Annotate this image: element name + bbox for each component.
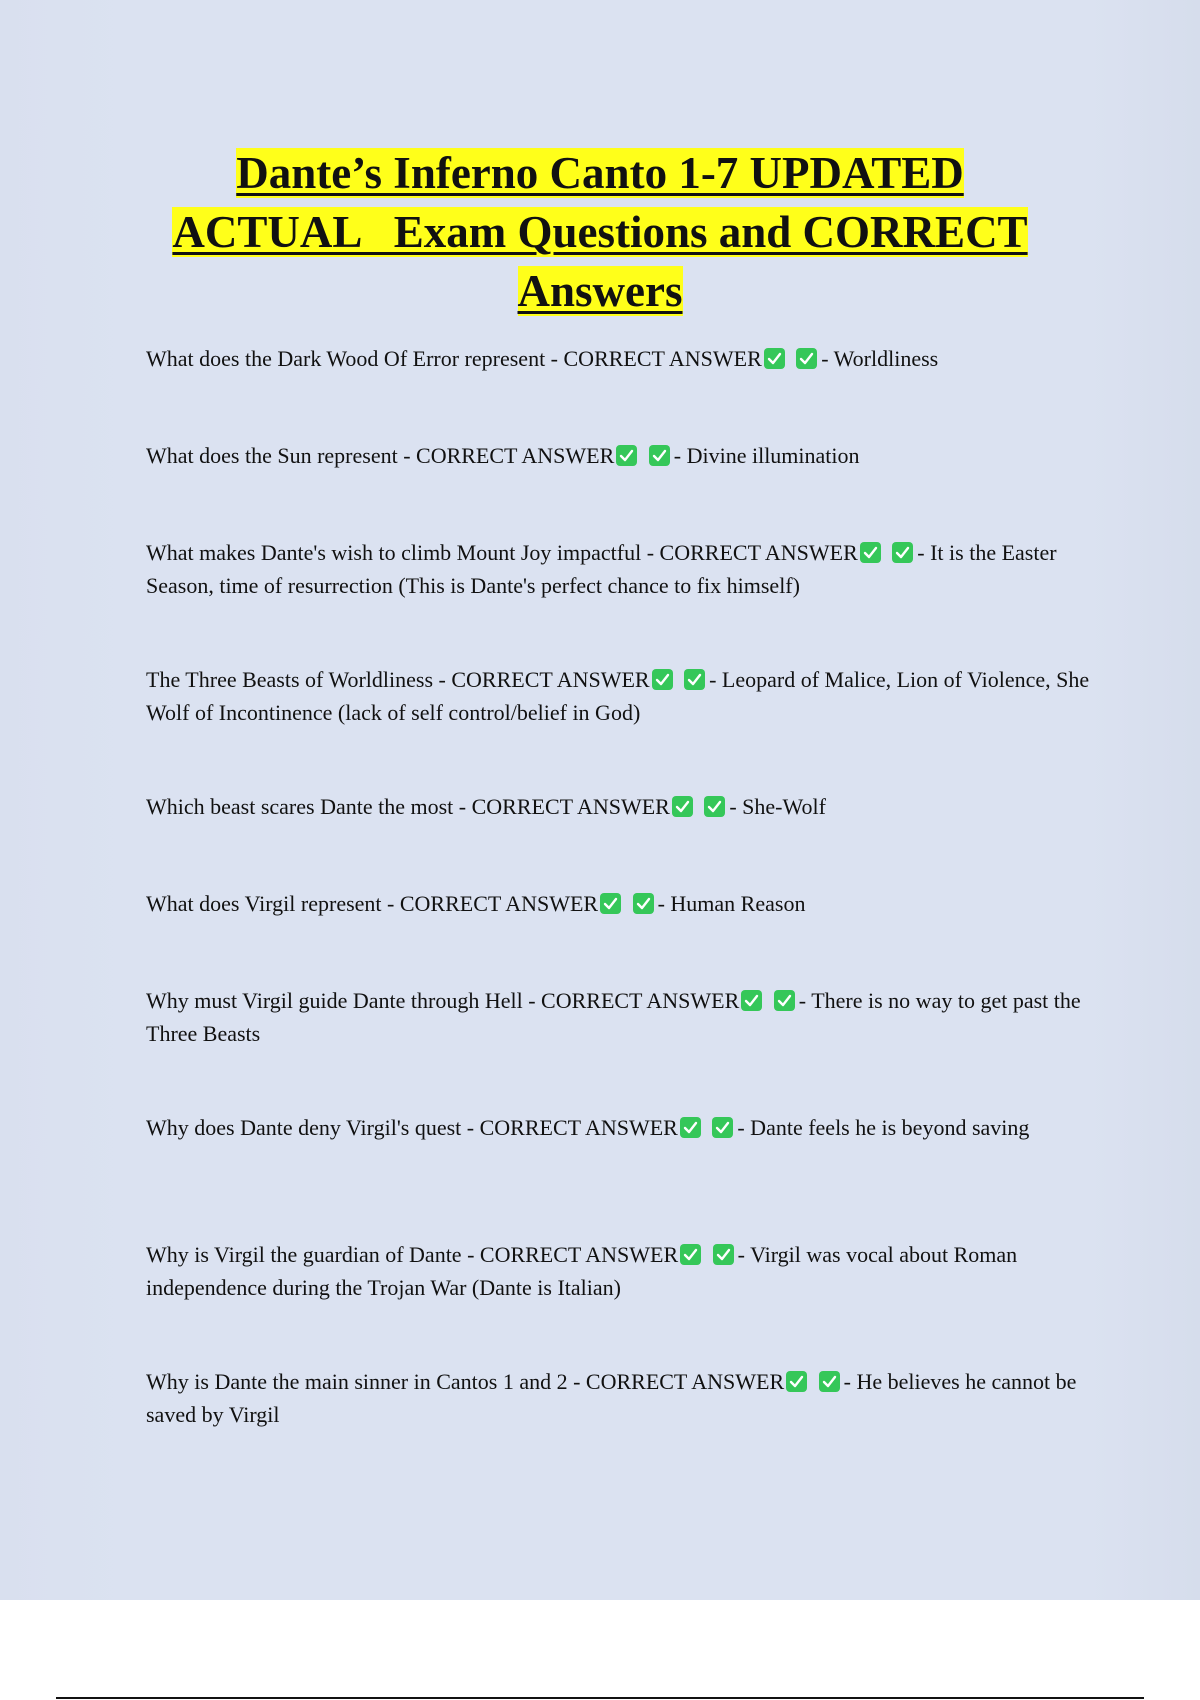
question-text: Why must Virgil guide Dante through Hell - CORRECT ANSWER [146,988,740,1013]
answer-text: - Worldliness [821,346,939,371]
check-mark-icon [680,1117,701,1138]
check-mark-icon [704,796,725,817]
page-shading-right [1090,0,1200,1600]
title-line-2: ACTUAL Exam Questions and CORRECT [172,207,1028,257]
qa-item [146,440,1091,473]
check-mark-icon [633,893,654,914]
question-text: What does the Dark Wood Of Error represent - CORRECT ANSWER [146,346,762,371]
qa-item [146,537,1091,602]
qa-item [146,791,1091,824]
check-mark-icon [774,990,795,1011]
qa-item [146,888,1091,921]
question-text: The Three Beasts of Worldliness - CORRECT ANSWER [146,667,650,692]
check-mark-icon [796,348,817,369]
qa-item [146,1366,1091,1431]
check-mark-icon [819,1371,840,1392]
answer-text: - He believes he cannot be saved by Virgil [146,1369,1077,1427]
answer-text: - Dante feels he is beyond saving [737,1115,1030,1140]
title-line-1: Dante’s Inferno Canto 1-7 UPDATED [236,148,964,198]
answer-text: - Divine illumination [673,443,860,468]
check-mark-icon [684,669,705,690]
question-text: Why is Virgil the guardian of Dante - CORRECT ANSWER [146,1242,679,1267]
check-mark-icon [600,893,621,914]
check-mark-icon [652,669,673,690]
qa-item [146,1112,1091,1145]
qa-item [146,343,1091,376]
qa-item [146,1239,1091,1304]
answer-text: - Leopard of Malice, Lion of Violence, She Wolf of Incontinence (lack of self control/belief in God) [146,667,1090,725]
check-mark-icon [741,990,762,1011]
question-text: What does the Sun represent - CORRECT ANSWER [146,443,615,468]
question-text: Which beast scares Dante the most - CORRECT ANSWER [146,794,670,819]
question-text: What does Virgil represent - CORRECT ANSWER [146,891,599,916]
title-line-3: Answers [517,266,683,316]
answer-text: - There is no way to get past the Three Beasts [146,988,1081,1046]
check-mark-icon [764,348,785,369]
check-mark-icon [713,1244,734,1265]
answer-text: - Human Reason [657,891,806,916]
page-shading-left [0,0,130,1600]
check-mark-icon [892,542,913,563]
check-mark-icon [712,1117,733,1138]
check-mark-icon [680,1244,701,1265]
document-title [120,144,1080,321]
answer-text: - It is the Easter Season, time of resurrection (This is Dante's perfect chance to fix himself) [146,540,1057,598]
question-text: What makes Dante's wish to climb Mount Joy impactful - CORRECT ANSWER [146,540,858,565]
question-text: Why is Dante the main sinner in Cantos 1 and 2 - CORRECT ANSWER [146,1369,785,1394]
check-mark-icon [672,796,693,817]
question-text: Why does Dante deny Virgil's quest - CORRECT ANSWER [146,1115,678,1140]
answer-text: - She-Wolf [729,794,826,819]
qa-item [146,985,1091,1050]
check-mark-icon [786,1371,807,1392]
check-mark-icon [616,445,637,466]
check-mark-icon [649,445,670,466]
answer-text: - Virgil was vocal about Roman independence during the Trojan War (Dante is Italian) [146,1242,1018,1300]
check-mark-icon [860,542,881,563]
qa-item [146,664,1091,729]
footer-divider [56,1697,1144,1699]
